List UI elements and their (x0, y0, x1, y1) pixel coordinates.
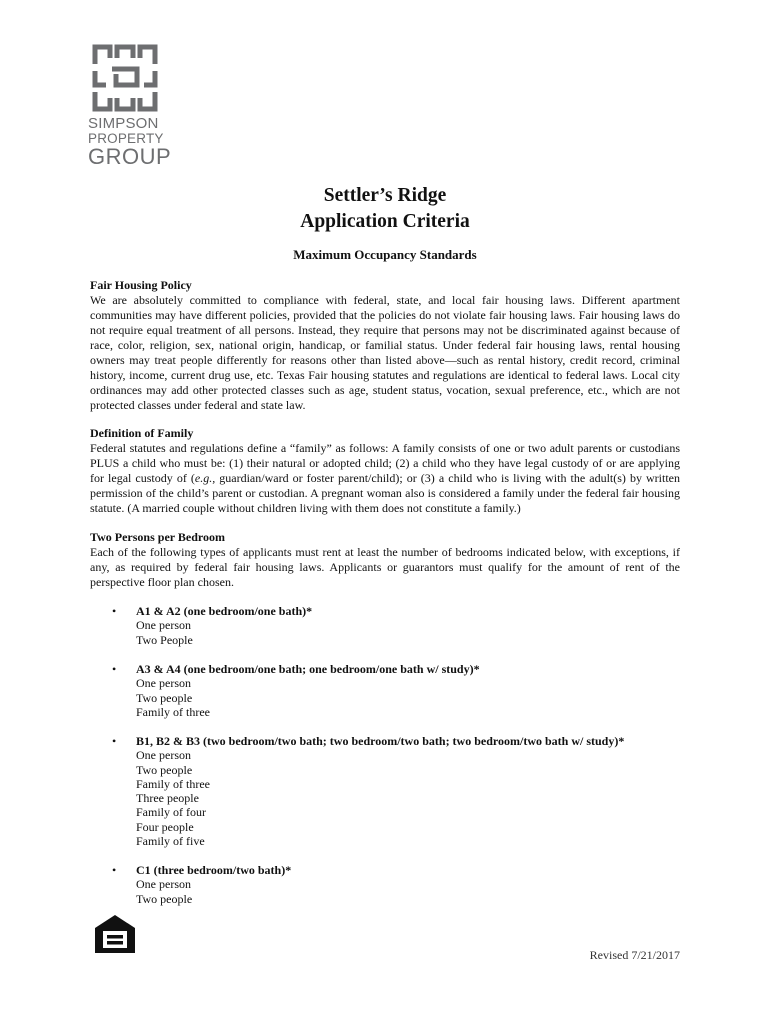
unit-title: A1 & A2 (one bedroom/one bath)* (136, 604, 313, 618)
list-item-unit-b1-b2-b3 (90, 734, 680, 848)
logo-text-property: PROPERTY (88, 131, 164, 146)
body-text-part1: Federal statutes and regulations define a “family” as follows: A family consists of one or two adult parents or custodians PLUS a child who must be: (1) their natural or adopted child; (2) a child who they have legal custody of or are applying for legal custody of ( (90, 441, 680, 485)
occupancy-item: One person (136, 618, 191, 633)
title-line-document-name: Application Criteria (300, 211, 470, 232)
section-definition-of-family (90, 426, 680, 516)
list-item-unit-a3-a4 (90, 662, 680, 719)
section-two-persons-per-bedroom (90, 530, 680, 590)
list-item-unit-c1 (90, 863, 680, 906)
occupancy-item: One person (136, 877, 191, 892)
body-text-emphasis: e.g., (194, 471, 216, 485)
section-heading: Two Persons per Bedroom (90, 530, 225, 544)
occupancy-item: One person (136, 676, 191, 691)
bullet-icon: • (112, 604, 117, 618)
section-heading: Definition of Family (90, 426, 194, 440)
occupancy-item: One person (136, 748, 191, 763)
bullet-icon: • (112, 662, 117, 676)
company-logo (88, 44, 172, 169)
bullet-icon: • (112, 863, 117, 877)
occupancy-item: Two people (136, 891, 193, 906)
occupancy-item: Family of five (136, 834, 205, 849)
occupancy-item: Two people (136, 762, 193, 777)
section-body (90, 441, 680, 516)
occupancy-item: Four people (136, 819, 194, 834)
bullet-icon: • (112, 734, 117, 748)
logo-text-simpson: SIMPSON (88, 115, 159, 132)
section-body: We are absolutely committed to compliance with federal, state, and local fair housing laws. Different apartment communities may have different policies, provided that the policies do not violate fair housing laws. Fair housing laws do not require equal treatment of all persons. Instead, they require that persons may not be discriminated against because of race, color, religion, sex, national origin, handicap, or familial status. Under federal fair housing laws, rental housing owners may treat people differently for reasons other than listed above—such as rental history, credit record, criminal history, income, current drug use, etc. Texas Fair housing statutes and regulations are identical to federal laws. Local city ordinances may add other protected classes such as age, student status, vocation, sexual preference, etc., which are not protected classes under federal and state law. (90, 293, 680, 412)
occupancy-item: Family of four (136, 805, 206, 820)
occupancy-item: Three people (136, 791, 199, 806)
section-heading: Fair Housing Policy (90, 278, 192, 292)
title-line-property-name: Settler’s Ridge (323, 185, 447, 206)
unit-title: A3 & A4 (one bedroom/one bath; one bedroom/one bath w/ study)* (136, 662, 480, 676)
page-title (0, 183, 770, 235)
section-body: Each of the following types of applicants must rent at least the number of bedrooms indicated below, with exceptions, if any, as required by federal fair housing laws. Applicants or guarantors must qualify for the amount of rent of the perspective floor plan chosen. (90, 545, 680, 589)
list-item-unit-a1-a2 (90, 604, 680, 647)
unit-title: B1, B2 & B3 (two bedroom/two bath; two bedroom/two bath; two bedroom/two bath w/ study)* (136, 734, 625, 748)
equal-housing-icon (94, 914, 136, 954)
occupancy-item: Two People (136, 632, 193, 647)
unit-title: C1 (three bedroom/two bath)* (136, 863, 292, 877)
occupancy-item: Two people (136, 690, 193, 705)
occupancy-item: Family of three (136, 704, 210, 719)
logo-mark-icon (92, 44, 158, 112)
section-fair-housing (90, 278, 680, 413)
logo-text-group: GROUP (88, 143, 172, 169)
page-subtitle: Maximum Occupancy Standards (293, 247, 477, 262)
occupancy-item: Family of three (136, 776, 210, 791)
revised-date: Revised 7/21/2017 (589, 948, 680, 962)
body-text-part2: guardian/ward or foster parent/child); or (3) a child who is living with the adult(s) by written permission of the child’s parent or custodian. A pregnant woman also is considered a family under the federal fair housing statute. (A married couple without children living with them does not constitute a family.) (90, 471, 681, 515)
